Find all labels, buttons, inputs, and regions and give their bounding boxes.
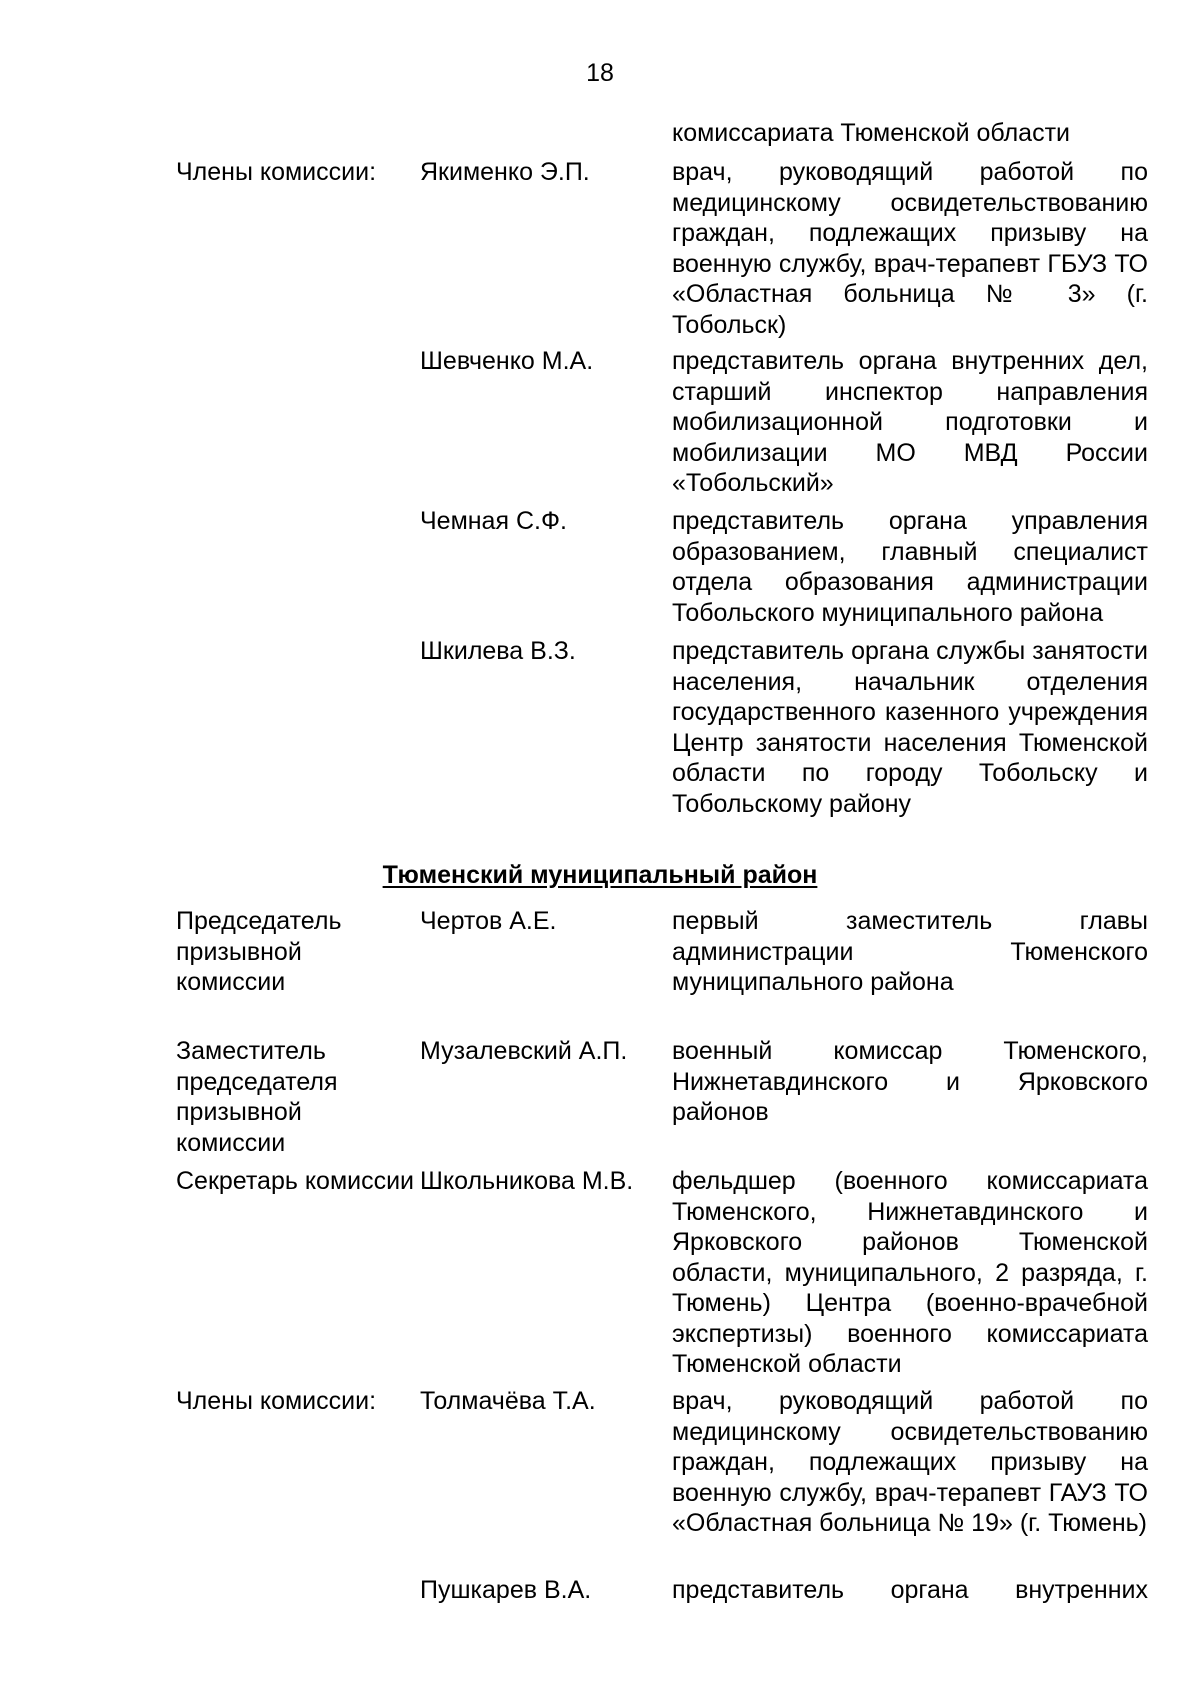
- member-name: Якименко Э.П.: [420, 158, 590, 186]
- member-name: Шкилева В.З.: [420, 637, 576, 665]
- member-description: врач, руководящий работой по медицинскому освидетельствованию граждан, подлежащих призыву на военную службу, врач-терапевт ГБУЗ ТО «Областная больница № 3» (г. Тобольск): [672, 158, 1148, 339]
- member-role: Члены комиссии:: [176, 158, 377, 186]
- member-name: Пушкарев В.А.: [420, 1576, 592, 1604]
- member-name: Толмачёва Т.А.: [420, 1387, 596, 1415]
- member-name: Чертов А.Е.: [420, 907, 557, 935]
- member-name: Шевченко М.А.: [420, 347, 594, 375]
- member-description: представитель органа службы занятости населения, начальник отделения государственного казенного учреждения Центр занятости населения Тюменской области по городу Тобольску и Тобольскому району: [672, 637, 1148, 818]
- section-title: Тюменский муниципальный район: [382, 861, 818, 889]
- member-description: фельдшер (военного комиссариата Тюменского, Нижнетавдинского и Ярковского районов Тюменской области, муниципального, 2 разряда, г. Тюмень) Центра (военно-врачебной экспертизы) военного комиссариата Тюменской области: [672, 1167, 1148, 1378]
- member-name: Чемная С.Ф.: [420, 507, 567, 535]
- member-role: Члены комиссии:: [176, 1387, 377, 1415]
- member-description: представитель органа внутренних: [672, 1576, 1148, 1604]
- member-role: Председатель призывной комиссии: [176, 907, 342, 996]
- member-description: представитель органа управления образованием, главный специалист отдела образования администрации Тобольского муниципального района: [672, 507, 1148, 627]
- member-role: Заместитель председателя призывной комиссии: [176, 1037, 338, 1157]
- member-role: Секретарь комиссии: [176, 1167, 415, 1195]
- member-description: представитель органа внутренних дел, старший инспектор направления мобилизационной подготовки и мобилизации МО МВД России «Тобольский»: [672, 347, 1148, 497]
- member-name: Музалевский А.П.: [420, 1037, 628, 1065]
- member-description: первый заместитель главы администрации Тюменского муниципального района: [672, 907, 1148, 996]
- member-name: Школьникова М.В.: [420, 1167, 634, 1195]
- continuation-text: комиссариата Тюменской области: [672, 119, 1070, 147]
- member-description: врач, руководящий работой по медицинскому освидетельствованию граждан, подлежащих призыву на военную службу, врач-терапевт ГАУЗ ТО «Областная больница № 19» (г. Тюмень): [672, 1387, 1148, 1537]
- member-description: военный комиссар Тюменского, Нижнетавдинского и Ярковского районов: [672, 1037, 1148, 1126]
- page-number: 18: [586, 59, 614, 87]
